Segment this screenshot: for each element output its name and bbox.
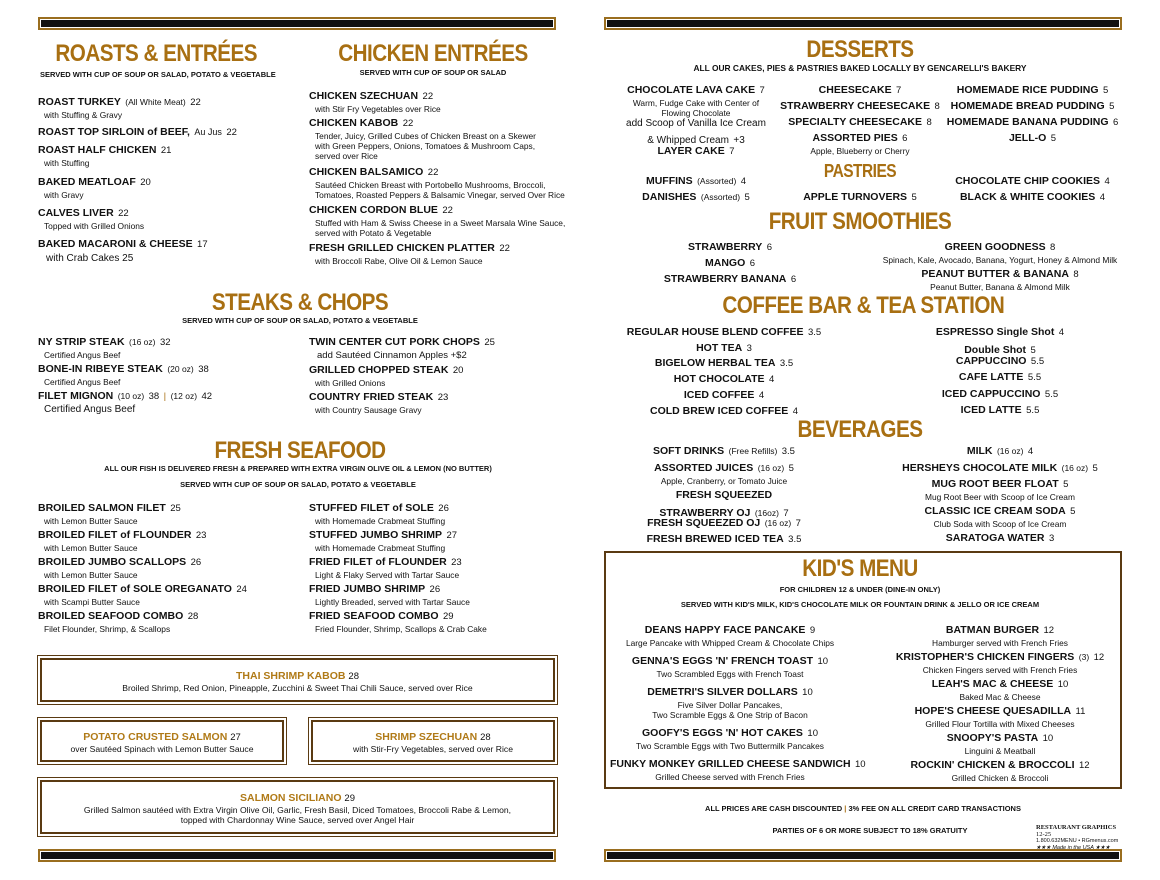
steaks-title: STEAKS & CHOPS: [211, 289, 389, 316]
menu-item: COUNTRY FRIED STEAK 23 with Country Sausage Gravy: [309, 391, 449, 415]
roasts-subtitle: SERVED WITH CUP OF SOUP OR SALAD, POTATO & VEGETABLE: [40, 70, 276, 79]
special-shrimp-szechuan: SHRIMP SZECHUAN 28 with Stir-Fry Vegetables, served over Rice: [311, 720, 555, 762]
menu-item: CHOCOLATE LAVA CAKE 7 Warm, Fudge Cake with Center of Flowing Chocolate add Scoop of Vanilla Ice Cream & Whipped Cream +3: [626, 84, 766, 146]
menu-item: HOT TEA 3: [696, 342, 752, 354]
menu-item: CALVES LIVER 22 Topped with Grilled Onions: [38, 207, 145, 231]
menu-item: GRILLED CHOPPED STEAK 20 with Grilled Onions: [309, 364, 464, 388]
menu-item: BROILED FILET of FLOUNDER 23 with Lemon Butter Sauce: [38, 529, 207, 553]
top-bar-right: [604, 17, 1122, 30]
menu-item: CHICKEN SZECHUAN 22 with Stir Fry Vegetables over Rice: [309, 90, 441, 114]
menu-item: APPLE TURNOVERS 5: [803, 191, 917, 203]
menu-item: GENNA'S EGGS 'N' FRENCH TOAST 10 Two Scrambled Eggs with French Toast: [631, 655, 829, 679]
smoothies-title: FRUIT SMOOTHIES: [768, 208, 952, 235]
special-potato-crusted-salmon: POTATO CRUSTED SALMON 27 over Sautéed Spinach with Lemon Butter Sauce: [40, 720, 284, 762]
menu-item: FRESH BREWED ICED TEA 3.5: [646, 533, 802, 545]
top-bar-left: [38, 17, 556, 30]
menu-item: MILK (16 oz) 4: [966, 445, 1034, 457]
menu-item: STRAWBERRY 6: [687, 241, 773, 253]
menu-item: ICED COFFEE 4: [683, 389, 765, 401]
footer-gratuity-note: PARTIES OF 6 OR MORE SUBJECT TO 18% GRATUITY: [772, 826, 968, 835]
menu-item: KRISTOPHER'S CHICKEN FINGERS (3) 12 Chicken Fingers served with French Fries: [895, 651, 1105, 675]
menu-item: SOFT DRINKS (Free Refills) 3.5: [653, 445, 795, 457]
menu-item: ROAST TURKEY (All White Meat) 22 with Stuffing & Gravy: [38, 96, 201, 120]
menu-item: STUFFED JUMBO SHRIMP 27 with Homemade Crabmeat Stuffing: [309, 529, 458, 553]
menu-item: ROAST HALF CHICKEN 21 with Stuffing: [38, 144, 172, 168]
menu-item: FRESH SQUEEZED OJ (16 oz) 7: [647, 517, 801, 529]
menu-item: HOPE'S CHEESE QUESADILLA 11 Grilled Flour Tortilla with Mixed Cheeses: [914, 705, 1086, 729]
menu-item: FRIED JUMBO SHRIMP 26 Lightly Breaded, served with Tartar Sauce: [309, 583, 470, 607]
menu-item: DANISHES (Assorted) 5: [642, 191, 750, 203]
menu-item: BAKED MACARONI & CHEESE 17 with Crab Cakes 25: [38, 238, 208, 264]
menu-item: BROILED FILET of SOLE OREGANATO 24 with Scampi Butter Sauce: [38, 583, 247, 607]
chicken-title: CHICKEN ENTRÉES: [338, 40, 528, 67]
menu-item: CHOCOLATE CHIP COOKIES 4: [955, 175, 1110, 187]
menu-item: GOOFY'S EGGS 'N' HOT CAKES 10 Two Scramble Eggs with Two Buttermilk Pancakes: [636, 727, 824, 751]
menu-item: BROILED JUMBO SCALLOPS 26 with Lemon Butter Sauce: [38, 556, 202, 580]
menu-item: BATMAN BURGER 12 Hamburger served with French Fries: [932, 624, 1068, 648]
menu-item: SARATOGA WATER 3: [945, 532, 1055, 544]
menu-item: STRAWBERRY BANANA 6: [663, 273, 797, 285]
menu-item: ASSORTED JUICES (16 oz) 5 Apple, Cranberry, or Tomato Juice: [654, 462, 794, 486]
menu-item: MANGO 6: [705, 257, 755, 269]
menu-item: BIGELOW HERBAL TEA 3.5: [654, 357, 794, 369]
menu-item: CHEESECAKE 7: [818, 84, 902, 96]
menu-item: BROILED SEAFOOD COMBO 28 Filet Flounder, Shrimp, & Scallops: [38, 610, 199, 634]
menu-item: HOMEMADE BREAD PUDDING 5: [950, 100, 1115, 112]
menu-item: BONE-IN RIBEYE STEAK (20 oz) 38 Certified Angus Beef: [38, 363, 209, 387]
steaks-subtitle: SERVED WITH CUP OF SOUP OR SALAD, POTATO & VEGETABLE: [182, 316, 418, 325]
menu-item: ASSORTED PIES 6 Apple, Blueberry or Cherry: [810, 132, 910, 156]
menu-item: DEMETRI'S SILVER DOLLARS 10 Five Silver Dollar Pancakes, Two Scramble Eggs & One Strip of Bacon: [647, 686, 813, 720]
menu-item: STRAWBERRY CHEESECAKE 8: [780, 100, 940, 112]
menu-item: BLACK & WHITE COOKIES 4: [959, 191, 1106, 203]
menu-item: ICED CAPPUCCINO 5.5: [941, 388, 1059, 400]
menu-item: SNOOPY'S PASTA 10 Linguini & Meatball: [946, 732, 1054, 756]
chicken-subtitle: SERVED WITH CUP OF SOUP OR SALAD: [359, 68, 507, 77]
menu-item: CAPPUCCINO 5.5: [955, 355, 1045, 367]
menu-item: JELL-O 5: [1008, 132, 1057, 144]
menu-item: MUFFINS (Assorted) 4: [645, 175, 747, 187]
menu-item: BROILED SALMON FILET 25 with Lemon Butter Sauce: [38, 502, 181, 526]
menu-item: NY STRIP STEAK (16 oz) 32 Certified Angus Beef: [38, 336, 171, 360]
menu-item: CLASSIC ICE CREAM SODA 5 Club Soda with Scoop of Ice Cream: [924, 505, 1076, 529]
pastries-title: PASTRIES: [823, 161, 897, 181]
roasts-title: ROASTS & ENTRÉES: [55, 40, 258, 67]
beverages-title: BEVERAGES: [797, 416, 923, 443]
menu-item: MUG ROOT BEER FLOAT 5 Mug Root Beer with Scoop of Ice Cream: [925, 478, 1075, 502]
menu-item: REGULAR HOUSE BLEND COFFEE 3.5: [626, 326, 822, 338]
coffee-title: COFFEE BAR & TEA STATION: [722, 292, 1005, 319]
menu-item: CAFE LATTE 5.5: [958, 371, 1042, 383]
menu-item: ROAST TOP SIRLOIN of BEEF, Au Jus 22: [38, 126, 237, 138]
menu-item: FRIED FILET of FLOUNDER 23 Light & Flaky Served with Tartar Sauce: [309, 556, 462, 580]
menu-item: LEAH'S MAC & CHEESE 10 Baked Mac & Cheese: [931, 678, 1069, 702]
menu-item: FILET MIGNON (10 oz) 38 | (12 oz) 42 Certified Angus Beef: [38, 390, 213, 415]
menu-item: ESPRESSO Single Shot 4 Double Shot 5: [935, 326, 1065, 356]
menu-item: STUFFED FILET of SOLE 26 with Homemade Crabmeat Stuffing: [309, 502, 449, 526]
menu-item: HERSHEYS CHOCOLATE MILK (16 oz) 5: [902, 462, 1098, 474]
menu-item: CHICKEN CORDON BLUE 22 Stuffed with Ham & Swiss Cheese in a Sweet Marsala Wine Sauce, served with Potato & Vegetable: [309, 204, 566, 238]
menu-item: FRIED SEAFOOD COMBO 29 Fried Flounder, Shrimp, Scallops & Crab Cake: [309, 610, 487, 634]
menu-item: FRESH GRILLED CHICKEN PLATTER 22 with Broccoli Rabe, Olive Oil & Lemon Sauce: [309, 242, 510, 266]
menu-item: ROCKIN' CHICKEN & BROCCOLI 12 Grilled Chicken & Broccoli: [910, 759, 1090, 783]
menu-item: GREEN GOODNESS 8 Spinach, Kale, Avocado, Banana, Yogurt, Honey & Almond Milk: [882, 241, 1118, 265]
kids-subtitle: FOR CHILDREN 12 & UNDER (DINE-IN ONLY): [779, 585, 941, 594]
menu-item: FUNKY MONKEY GRILLED CHEESE SANDWICH 10 Grilled Cheese served with French Fries: [610, 758, 866, 782]
menu-item: DEANS HAPPY FACE PANCAKE 9 Large Pancake with Whipped Cream & Chocolate Chips: [625, 624, 835, 648]
kids-title: KID'S MENU: [802, 555, 918, 582]
menu-item: HOMEMADE RICE PUDDING 5: [956, 84, 1109, 96]
menu-item: BAKED MEATLOAF 20 with Gravy: [38, 176, 151, 200]
desserts-title: DESSERTS: [806, 36, 914, 63]
menu-item: SPECIALTY CHEESECAKE 8: [788, 116, 932, 128]
menu-item: ICED LATTE 5.5: [960, 404, 1040, 416]
menu-item: LAYER CAKE 7: [657, 145, 735, 157]
menu-item: CHICKEN BALSAMICO 22 Sautéed Chicken Breast with Portobello Mushrooms, Broccoli, Tomatoes, Roasted Peppers & Balsamic Vinegar, served Over Rice: [309, 166, 565, 200]
seafood-subtitle-2: SERVED WITH CUP OF SOUP OR SALAD, POTATO & VEGETABLE: [180, 480, 416, 489]
special-thai-shrimp-kabob: THAI SHRIMP KABOB 28 Broiled Shrimp, Red Onion, Pineapple, Zucchini & Sweet Thai Chili Sauce, served over Rice: [40, 658, 555, 702]
menu-item: FRESH SQUEEZED STRAWBERRY OJ (16oz) 7: [659, 489, 789, 519]
seafood-subtitle: ALL OUR FISH IS DELIVERED FRESH & PREPARED WITH EXTRA VIRGIN OLIVE OIL & LEMON (NO BUTTER): [104, 464, 492, 473]
menu-item: HOT CHOCOLATE 4: [673, 373, 775, 385]
special-salmon-siciliano: SALMON SICILIANO 29 Grilled Salmon sautéed with Extra Virgin Olive Oil, Garlic, Fresh Basil, Diced Tomatoes, Broccoli Rabe & Lemon, topped with Chardonnay Wine Sauce, served over Angel Hair: [40, 780, 555, 834]
footer-pricing-note: ALL PRICES ARE CASH DISCOUNTED | 3% FEE ON ALL CREDIT CARD TRANSACTIONS: [705, 804, 1021, 813]
menu-item: HOMEMADE BANANA PUDDING 6: [946, 116, 1119, 128]
menu-item: PEANUT BUTTER & BANANA 8 Peanut Butter, Banana & Almond Milk: [921, 268, 1079, 292]
menu-item: COLD BREW ICED COFFEE 4: [650, 405, 798, 417]
menu-item: TWIN CENTER CUT PORK CHOPS 25 add Sautéed Cinnamon Apples +$2: [309, 336, 495, 361]
printer-logo: RESTAURANT GRAPHICS 12-25 1.800.632MENU • RGmenus.com ★★★ Made in the USA ★★★: [1036, 824, 1119, 851]
bottom-bar-left: [38, 849, 556, 862]
kids-subtitle-2: SERVED WITH KID'S MILK, KID'S CHOCOLATE MILK OR FOUNTAIN DRINK & JELLO OR ICE CREAM: [680, 600, 1040, 609]
menu-item: CHICKEN KABOB 22 Tender, Juicy, Grilled Cubes of Chicken Breast on a Skewer with Green Peppers, Onions, Tomatoes & Mushroom Caps, served over Rice: [309, 117, 536, 161]
desserts-subtitle: ALL OUR CAKES, PIES & PASTRIES BAKED LOCALLY BY GENCARELLI'S BAKERY: [693, 63, 1027, 73]
seafood-title: FRESH SEAFOOD: [214, 437, 386, 464]
